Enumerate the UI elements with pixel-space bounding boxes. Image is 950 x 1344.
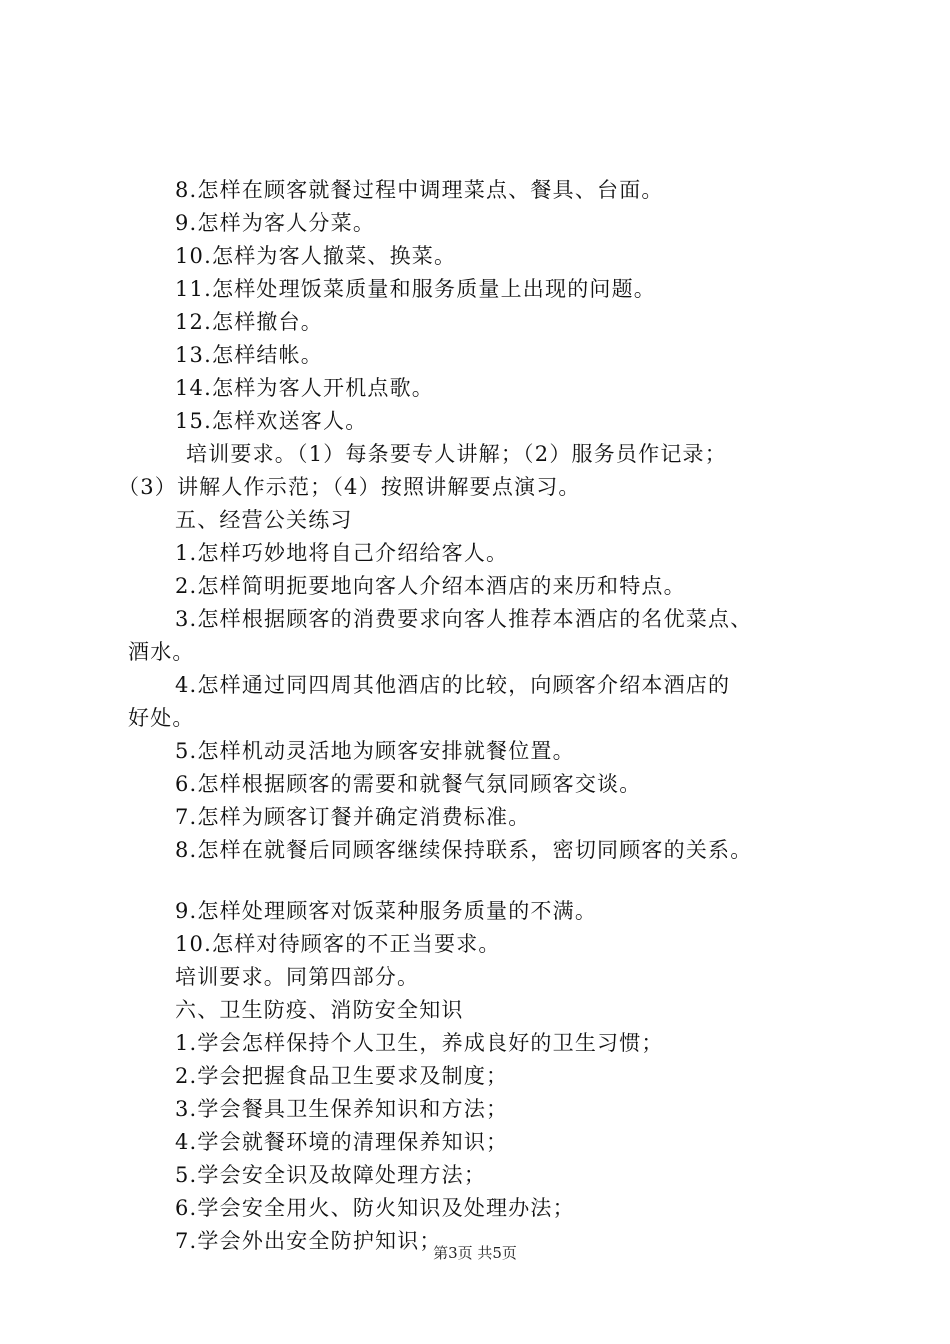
training-requirement: 培训要求。（1）每条要专人讲解；（2）服务员作记录；	[186, 442, 727, 466]
section-heading: 六、卫生防疫、消防安全知识	[175, 998, 464, 1022]
document-body	[118, 174, 858, 1258]
list-item: 3.怎样根据顾客的消费要求向客人推荐本酒店的名优菜点、	[175, 607, 753, 631]
list-item: 4.学会就餐环境的清理保养知识；	[175, 1130, 509, 1154]
list-item: 9.怎样处理顾客对饭菜种服务质量的不满。	[175, 899, 598, 923]
list-item: 10.怎样为客人撤菜、换菜。	[175, 244, 457, 268]
list-item: 7.学会外出安全防护知识；	[175, 1229, 442, 1253]
list-item: 9.怎样为客人分菜。	[175, 211, 376, 235]
list-item: 5.怎样机动灵活地为顾客安排就餐位置。	[175, 739, 575, 763]
page-number-footer: 第3页 共5页	[433, 1244, 517, 1262]
list-item: 10.怎样对待顾客的不正当要求。	[175, 932, 501, 956]
list-item-continued: 酒水。	[128, 640, 195, 664]
list-item: 15.怎样欢送客人。	[175, 409, 368, 433]
list-item: 12.怎样撤台。	[175, 310, 323, 334]
list-item: 13.怎样结帐。	[175, 343, 323, 367]
list-item: 14.怎样为客人开机点歌。	[175, 376, 434, 400]
list-item: 5.学会安全识及故障处理方法；	[175, 1163, 487, 1187]
list-item: 1.学会怎样保持个人卫生，养成良好的卫生习惯；	[175, 1031, 664, 1055]
list-item: 1.怎样巧妙地将自己介绍给客人。	[175, 541, 509, 565]
list-item-continued: 好处。	[128, 706, 195, 730]
list-item: 8.怎样在就餐后同顾客继续保持联系，密切同顾客的关系。	[175, 838, 753, 862]
list-item: 11.怎样处理饭菜质量和服务质量上出现的问题。	[175, 277, 656, 301]
blank-line	[128, 867, 858, 895]
section-heading: 五、经营公关练习	[175, 508, 353, 532]
list-item: 7.怎样为顾客订餐并确定消费标准。	[175, 805, 531, 829]
list-item: 4.怎样通过同四周其他酒店的比较，向顾客介绍本酒店的	[175, 673, 731, 697]
list-item: 8.怎样在顾客就餐过程中调理菜点、餐具、台面。	[175, 178, 664, 202]
list-item: 6.怎样根据顾客的需要和就餐气氛同顾客交谈。	[175, 772, 642, 796]
list-item: 6.学会安全用火、防火知识及处理办法；	[175, 1196, 575, 1220]
list-item: 3.学会餐具卫生保养知识和方法；	[175, 1097, 509, 1121]
training-requirement-continued: （3）讲解人作示范；（4）按照讲解要点演习。	[118, 475, 581, 499]
training-requirement: 培训要求。同第四部分。	[175, 965, 420, 989]
list-item: 2.怎样简明扼要地向客人介绍本酒店的来历和特点。	[175, 574, 686, 598]
list-item: 2.学会把握食品卫生要求及制度；	[175, 1064, 509, 1088]
